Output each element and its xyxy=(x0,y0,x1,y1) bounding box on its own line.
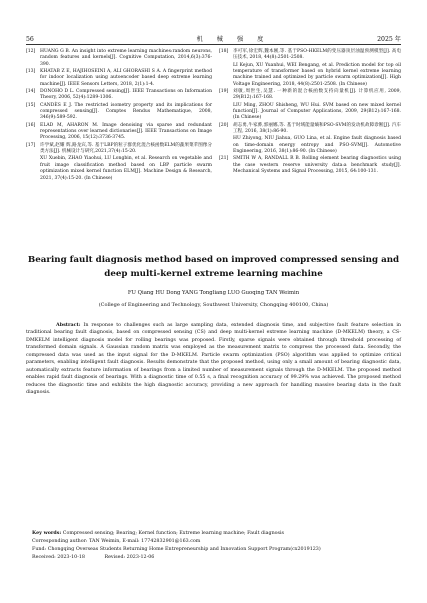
reference-number: [16] xyxy=(26,122,36,128)
reference-item xyxy=(219,136,401,155)
reference-text: KHATAB Z E, HAJIHOSEINI A, ALI GHORASHI S A. A fingerprint method for indoor localization using autoencoder based deep extreme learning machine[J]. IEEE Sensors Letters, 2018, 2(1):1-4. xyxy=(40,69,212,87)
reference-text: 许学斌,赵耀 辉,路龙宾,等. 基于LBP的粒子群优化混合核函数ELM的蔬果菜苹图像分类方法[J]. 机械设计与研究,2021,37(4):15-20. xyxy=(40,142,212,155)
revised-date: Revised: 2023-12-06 xyxy=(104,555,155,560)
reference-item xyxy=(26,123,212,142)
key-words-label: Key words: xyxy=(32,530,62,536)
reference-text: SMITH W A, RANDALL R B. Rolling element bearing diagnostics using the case western reserve university data:a benchmark study[J]. Mechanical Systems and Signal Processing, 2015, 64:100-131. xyxy=(233,156,401,175)
journal-name: 机 械 强 度 xyxy=(196,36,270,43)
reference-number: [21] xyxy=(219,156,229,162)
reference-item xyxy=(219,156,401,175)
references-right-column xyxy=(219,49,401,176)
reference-item xyxy=(26,69,212,88)
reference-item xyxy=(26,89,212,102)
fund: Fund: Chongqing Overseas Students Returning Home Entrepreneurship and Innovation Support Program(cx2019123) xyxy=(32,547,321,552)
key-words xyxy=(32,530,401,537)
reference-text: 胡志勇,牛家骅,郭丽娜,等. 基于时域能量熵和PSO-SVM的发动机故障诊断[J]. 汽车工程, 2016, 38(1):86-90. xyxy=(233,122,401,135)
abstract-label: Abstract: xyxy=(56,322,81,328)
reference-text: ELAD M, AHARON M. Image denoising via sparse and redundant representations over learned dictionaries[J]. IEEE Transactions on Image Processing, 2006, 15(12):3736-3745. xyxy=(40,122,212,141)
reference-text: CANDÈS E J. The restricted isometry property and its implications for compressed sensing[J]. Comptes Rendus Mathematique, 2008, 346(9):589-592. xyxy=(40,102,212,121)
reference-item xyxy=(219,123,401,136)
reference-item xyxy=(26,103,212,122)
corresponding-author: Corresponding author: TAN Weimin, E-mail: 17742832901@163.com xyxy=(32,539,201,544)
reference-number: [19] xyxy=(219,89,229,95)
reference-item xyxy=(219,49,401,62)
dates xyxy=(32,554,401,561)
reference-text: HUANG G B. An insight into extreme learning machines:random neurons, random features and kernels[J]. Cognitive Computation, 2014,6(3):376-390. xyxy=(40,49,212,67)
reference-number: [15] xyxy=(26,102,36,108)
paper-title: Bearing fault diagnosis method based on improved compressed sensing and deep multi-kernel extreme learning machine xyxy=(27,255,400,279)
affiliation: (College of Engineering and Technology, Southwest University, Chongqing 400100, China) xyxy=(98,302,329,308)
reference-number xyxy=(26,156,40,182)
page-number: 56 xyxy=(26,36,34,43)
reference-text: 李可军,徐宏辉,魏本刚,等. 基于PSO-HKELM的变压器顶层油温预测模型[J]. 高电压技术, 2018, 44(8):2501-2508. xyxy=(233,49,401,61)
running-header xyxy=(26,31,401,43)
reference-number: [20] xyxy=(219,122,229,128)
header-rule xyxy=(26,44,401,45)
reference-item xyxy=(219,89,401,102)
reference-number xyxy=(219,136,233,155)
reference-text: LIU Ming, ZHOU Shisheng, WU Hui. SVM based on new mixed kernel function[J]. Journal of Computer Applications, 2009, 29(B12):167-168. (In Chinese) xyxy=(233,102,401,121)
reference-number xyxy=(219,103,233,122)
reference-number: [17] xyxy=(26,142,36,148)
reference-item xyxy=(219,103,401,122)
reference-text: HU Zhiyong, NIU Jiahua, GUO Lina, et al. Engine fault diagnosis based on time-domain energy entropy and PSO-SVM[J]. Automotive Engineering, 2016, 38(1):86-90. (In Chinese) xyxy=(233,136,401,155)
reference-item xyxy=(26,49,212,68)
issue-year: 2025 年 xyxy=(377,36,401,43)
reference-number: [12] xyxy=(26,49,36,54)
abstract-text: In response to challenges such as large sampling data, extended diagnosis time, and subjective fault feature selection in traditional bearing fault diagnosis, based on compressed sensing (CS) and deep multi-kernel extreme learning machine (D-MKELM) theory, a CS-DMKELM intelligent diagnosis model for rolling bearings was proposed. Firstly, sparse signals were obtained through threshold processing of transformed domain signals. A Gaussian random matrix was employed as the measurement matrix to compress the processed data. Secondly, the compressed data was used as the input signal for the D-MKELM. Particle swarm optimization (PSO) algorithm was applied to optimize critical parameters, enabling intelligent fault diagnosis. Results demonstrate that the proposed method, using only a small amount of bearing diagnostic data, automatically extracts feature information of bearings from a limited number of measurement signals through the D-MKELM. The proposed method enables rapid fault diagnosis of bearings. With a diagnostic time of 0.55 s, a final recognition accuracy of 99.29% was achieved. The proposed method reduces the diagnostic time and exhibits the high diagnostic accuracy, providing a new approach for handling massive bearing data in the fault diagnosis. xyxy=(26,323,401,396)
reference-number: [14] xyxy=(26,89,36,95)
reference-text: LI Kejun, XU Yuanhui, WEI Bengang, et al. Prediction model for top oil temperature of transformer based on hybrid kernel extreme learning machine trained and optimized by particle swarm optimization[J]. High Voltage Engineering, 2018, 44(8):2501-2508. (In Chinese) xyxy=(233,62,401,87)
reference-text: 刘敏,周世生,吴慧. 一种新的混合核函数支持向量机[J]. 计算机应用, 2009, 29(B12):167-168. xyxy=(233,89,401,101)
reference-item xyxy=(26,156,212,182)
reference-number: [18] xyxy=(219,49,229,54)
reference-text: XU Xuebin, ZHAO Yiaohui, LU Longbin, et al. Research on vegetable and fruit image classification method based on LBP particle swarm optimization mixed kernel function ELM[J]. Machine Design & Research, 2021, 37(4):15-20. (In Chinese) xyxy=(40,156,212,181)
reference-text: DONOHO D L. Compressed sensing[J]. IEEE Transactions on Information Theory, 2006, 52(4):1289-1306. xyxy=(40,89,212,101)
received-date: Received: 2023-10-18 xyxy=(32,555,85,560)
reference-number: [13] xyxy=(26,69,36,75)
reference-number xyxy=(219,63,233,89)
reference-item xyxy=(219,63,401,89)
references-left-column xyxy=(26,49,212,183)
abstract xyxy=(26,322,401,397)
reference-item xyxy=(26,143,212,156)
authors: FU Qiang HU Dong YANG Tongliang LUO Guoqing TAN Weimin xyxy=(127,290,300,296)
key-words-text: Compressed sensing; Bearing; Kernel function; Extreme learning machine; Fault diagnosis xyxy=(62,531,285,536)
